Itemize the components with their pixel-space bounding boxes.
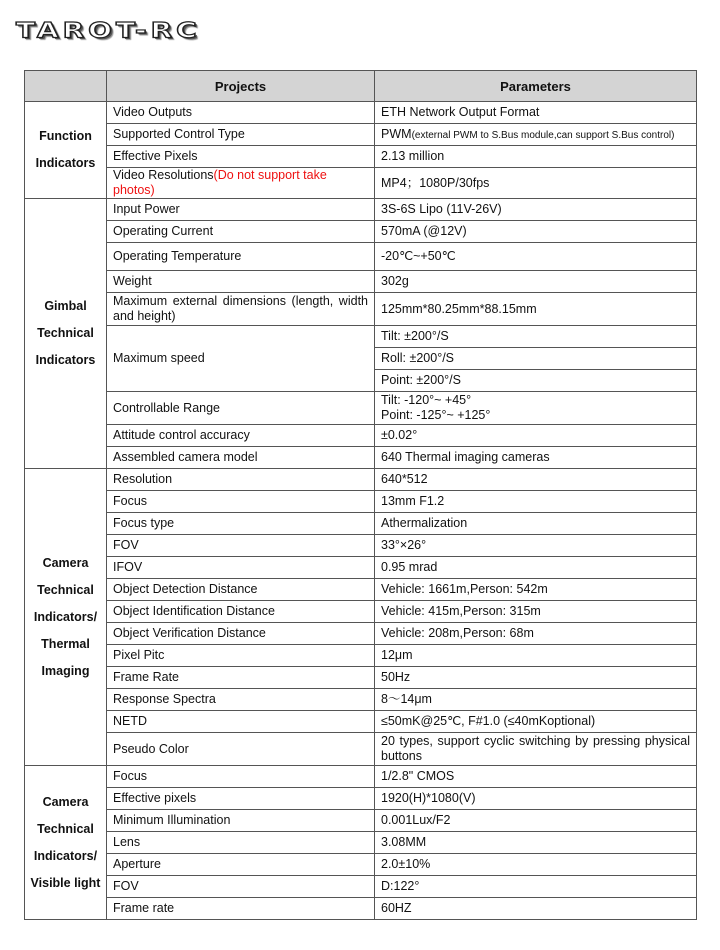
table-row <box>25 425 697 447</box>
table-row <box>25 876 697 898</box>
table-row <box>25 124 697 146</box>
item-label: IFOV <box>107 557 375 579</box>
table-row <box>25 766 697 788</box>
item-value: ±0.02° <box>375 425 697 447</box>
item-label: Frame Rate <box>107 667 375 689</box>
item-value: 302g <box>375 271 697 293</box>
table-row <box>25 623 697 645</box>
item-label: Assembled camera model <box>107 447 375 469</box>
table-row <box>25 447 697 469</box>
item-label: Focus <box>107 491 375 513</box>
item-value: Vehicle: 1661m,Person: 542m <box>375 579 697 601</box>
item-label: Resolution <box>107 469 375 491</box>
table-row <box>25 667 697 689</box>
item-value: 13mm F1.2 <box>375 491 697 513</box>
table-row <box>25 221 697 243</box>
tarot-rc-logo: TAROT-RC <box>16 18 201 43</box>
item-label: Input Power <box>107 199 375 221</box>
table-row <box>25 788 697 810</box>
item-value: 8～14μm <box>375 689 697 711</box>
value-main: PWM <box>381 126 412 141</box>
table-row <box>25 601 697 623</box>
header-projects: Projects <box>107 71 375 102</box>
value-note: (external PWM to S.Bus module,can support S.Bus control) <box>411 129 675 141</box>
item-value: 570mA (@12V) <box>375 221 697 243</box>
item-value: Point: ±200°/S <box>375 370 697 392</box>
table-row <box>25 271 697 293</box>
table-row <box>25 832 697 854</box>
table-row <box>25 711 697 733</box>
table-row <box>25 733 697 766</box>
item-label: Effective pixels <box>107 788 375 810</box>
item-label: Maximum external dimensions (length, width and height) <box>107 293 375 326</box>
table-row <box>25 898 697 920</box>
table-row <box>25 810 697 832</box>
item-label: Pixel Pitc <box>107 645 375 667</box>
item-label: Minimum Illumination <box>107 810 375 832</box>
item-value: 2.13 million <box>375 146 697 168</box>
item-label: Frame rate <box>107 898 375 920</box>
item-label: Response Spectra <box>107 689 375 711</box>
item-label: Aperture <box>107 854 375 876</box>
item-label: Pseudo Color <box>107 733 375 766</box>
item-value: 3.08MM <box>375 832 697 854</box>
item-label <box>107 168 375 199</box>
item-value: 20 types, support cyclic switching by pressing physical buttons <box>375 733 697 766</box>
item-value: 0.001Lux/F2 <box>375 810 697 832</box>
table-row <box>25 102 697 124</box>
table-row <box>25 243 697 271</box>
item-value: 2.0±10% <box>375 854 697 876</box>
item-label: Focus <box>107 766 375 788</box>
item-label: Lens <box>107 832 375 854</box>
header-parameters: Parameters <box>375 71 697 102</box>
table-row <box>25 168 697 199</box>
item-label: Video Outputs <box>107 102 375 124</box>
table-row <box>25 535 697 557</box>
table-row <box>25 199 697 221</box>
item-main: Video Resolutions <box>113 168 214 182</box>
item-value: Athermalization <box>375 513 697 535</box>
item-value: 12μm <box>375 645 697 667</box>
item-value: 50Hz <box>375 667 697 689</box>
table-row <box>25 557 697 579</box>
item-label: Weight <box>107 271 375 293</box>
table-row <box>25 645 697 667</box>
item-label: FOV <box>107 876 375 898</box>
item-value: Tilt: ±200°/S <box>375 326 697 348</box>
item-value: 125mm*80.25mm*88.15mm <box>375 293 697 326</box>
item-value: D:122° <box>375 876 697 898</box>
item-value: MP4；1080P/30fps <box>375 168 697 199</box>
item-value: 3S-6S Lipo (11V-26V) <box>375 199 697 221</box>
item-value: -20℃~+50℃ <box>375 243 697 271</box>
item-value: 0.95 mrad <box>375 557 697 579</box>
table-header-row <box>25 71 697 102</box>
item-value: ≤50mK@25℃, F#1.0 (≤40mKoptional) <box>375 711 697 733</box>
item-value <box>375 392 697 425</box>
spec-table <box>24 70 697 920</box>
table-row <box>25 146 697 168</box>
group-visible-light: Camera Technical Indicators/ Visible light <box>25 766 107 920</box>
group-thermal-imaging: Camera Technical Indicators/ Thermal Imaging <box>25 469 107 766</box>
item-value: 1/2.8" CMOS <box>375 766 697 788</box>
item-warning-note: (Do not support take photos) <box>113 168 327 197</box>
item-label: Operating Temperature <box>107 243 375 271</box>
header-blank <box>25 71 107 102</box>
table-row <box>25 392 697 425</box>
item-label: Object Detection Distance <box>107 579 375 601</box>
item-label: Attitude control accuracy <box>107 425 375 447</box>
table-row <box>25 491 697 513</box>
item-value: ETH Network Output Format <box>375 102 697 124</box>
group-function-indicators: Function Indicators <box>25 102 107 199</box>
table-row <box>25 854 697 876</box>
item-label: Effective Pixels <box>107 146 375 168</box>
item-label: Supported Control Type <box>107 124 375 146</box>
item-value: 60HZ <box>375 898 697 920</box>
value-line: Tilt: -120°~ +45° <box>381 393 472 407</box>
item-value: Vehicle: 415m,Person: 315m <box>375 601 697 623</box>
item-value: 640 Thermal imaging cameras <box>375 447 697 469</box>
table-row <box>25 326 697 348</box>
item-value: 1920(H)*1080(V) <box>375 788 697 810</box>
table-row <box>25 293 697 326</box>
item-label: Object Identification Distance <box>107 601 375 623</box>
table-row <box>25 513 697 535</box>
item-label: NETD <box>107 711 375 733</box>
item-label: Controllable Range <box>107 392 375 425</box>
value-line: Point: -125°~ +125° <box>381 408 491 422</box>
table-row <box>25 469 697 491</box>
item-label: Focus type <box>107 513 375 535</box>
table-row <box>25 689 697 711</box>
item-label: Object Verification Distance <box>107 623 375 645</box>
table-row <box>25 579 697 601</box>
item-label: Operating Current <box>107 221 375 243</box>
item-value: 640*512 <box>375 469 697 491</box>
item-value: Roll: ±200°/S <box>375 348 697 370</box>
group-gimbal-indicators: Gimbal Technical Indicators <box>25 199 107 469</box>
item-label: Maximum speed <box>107 326 375 392</box>
item-value: Vehicle: 208m,Person: 68m <box>375 623 697 645</box>
item-label: FOV <box>107 535 375 557</box>
item-value <box>375 124 697 146</box>
item-value: 33°×26° <box>375 535 697 557</box>
